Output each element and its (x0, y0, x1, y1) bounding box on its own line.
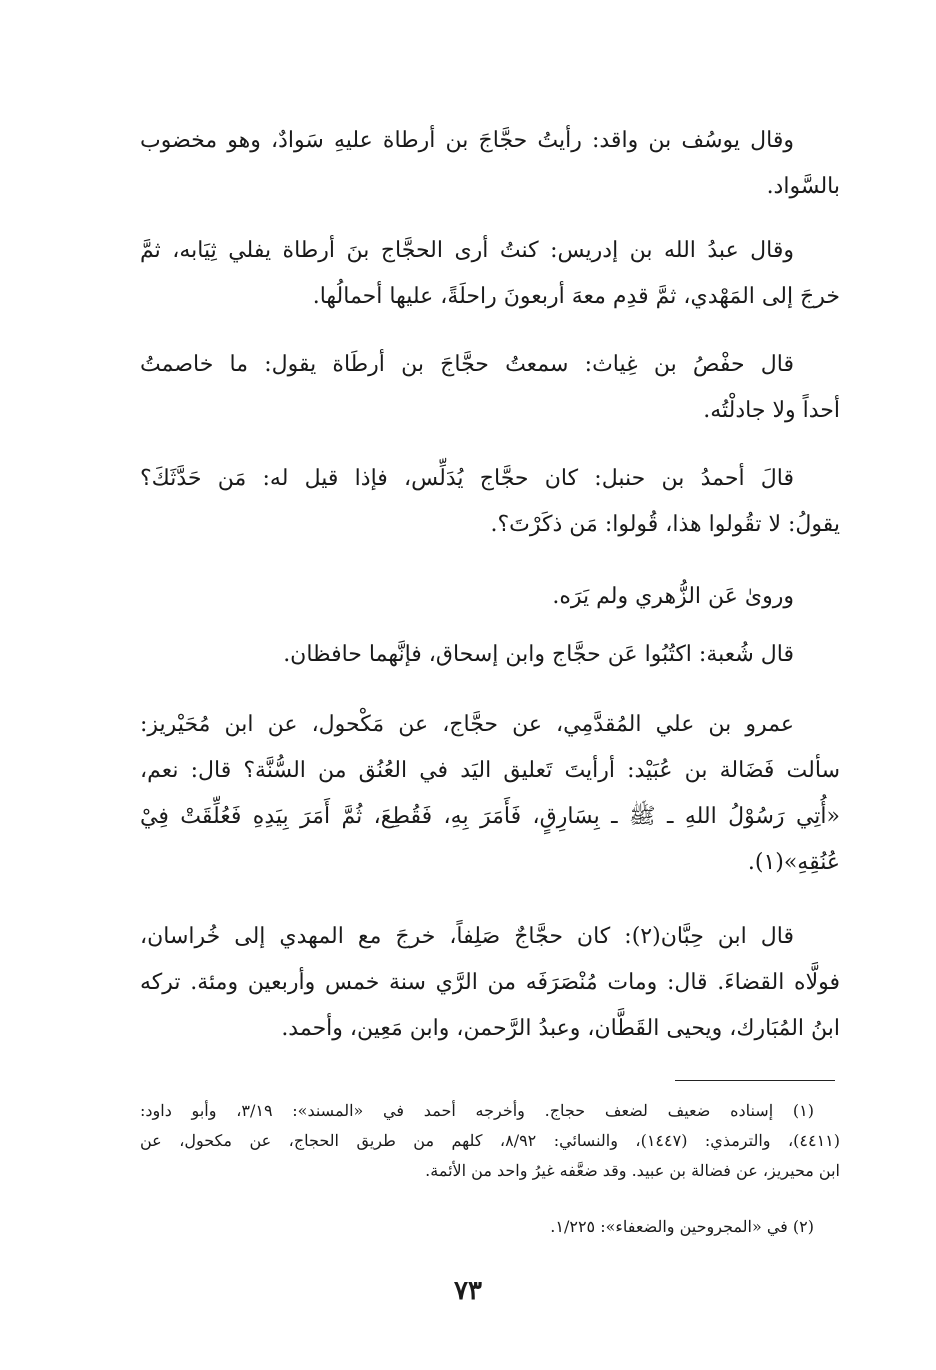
footnote-line: (٢) في «المجروحين والضعفاء»: ١/٢٢٥. (550, 1217, 814, 1236)
text-line: قال شُعبة: اكتُبُوا عَن حجَّاج وابن إسحاق، فإنَّهما حافظان. (283, 642, 794, 667)
paragraph-hafs-ibn-ghiyath (140, 342, 840, 434)
text-line: ابنُ المُبَارك، ويحيى القَطَّان، وعبدُ الرَّحمن، وابن مَعِين، وأحمد. (281, 1016, 840, 1041)
paragraph-zuhri (140, 574, 840, 620)
paragraph-yusuf-ibn-waqid (140, 118, 840, 210)
paragraph-ahmad-ibn-hanbal (140, 456, 840, 548)
paragraph-ibn-hibban (140, 914, 840, 1052)
footnote-line: (١) إسناده ضعيف لضعف حجاج. وأخرجه أحمد في «المسند»: ٣/١٩، وأبو داود: (140, 1101, 814, 1120)
text-line: سألت فَضَالة بن عُبَيْد: أرأيتَ تَعليق اليَد في العُنُق من السُّنَّة؟ قال: نعم، (140, 758, 840, 783)
text-line: وروىٰ عَن الزُّهري ولم يَرَه. (552, 584, 794, 609)
text-line: قال حفْصُ بن غِياث: سمعتُ حجَّاجَ بن أرطَاة يقول: ما خاصمتُ (140, 352, 794, 377)
page-number: ٧٣ (454, 1276, 482, 1306)
text-line: عمرو بن علي المُقدَّمِي، عن حجَّاج، عن مَكْحول، عن ابن مُحَيْريز: (140, 712, 794, 737)
paragraph-abdullah-ibn-idris (140, 228, 840, 320)
paragraph-shuba (140, 632, 840, 678)
paragraph-amr-ibn-ali-hadith (140, 702, 840, 886)
text-line: يقولُ: لا تقُولوا هذا، قُولوا: مَن ذكَرْتَ؟. (490, 512, 840, 537)
footnote-1 (140, 1096, 840, 1186)
footnote-line: ابن محيريز، عن فضالة بن عبيد. وقد ضعَّفه غيرُ واحد من الأئمة. (425, 1161, 840, 1180)
footnote-2 (140, 1212, 840, 1242)
text-line: قالَ أحمدُ بن حنبل: كان حجَّاج يُدَلِّس، فإذا قيل له: مَن حَدَّثَكَ؟ (140, 466, 794, 491)
text-line: خرجَ إلى المَهْدي، ثمَّ قدِم معهَ أربعونَ راحلَةً، عليها أحمالُها. (312, 284, 840, 309)
text-line: فولَّاه القضاءَ. قال: ومات مُنْصَرَفَه من الرَّي سنة خمس وأربعين ومئة. تركه (140, 970, 840, 995)
text-line: قال ابن حِبَّان(٢): كان حجَّاجٌ صَلِفاً، خرجَ مع المهدي إلى خُراسان، (140, 924, 794, 949)
text-line: بالسَّواد. (766, 174, 840, 199)
text-line: وقال عبدُ الله بن إدريس: كنتُ أرى الحجَّاج بنَ أرطاة يفلي ثِيَابه، ثمَّ (140, 238, 794, 263)
text-line: أحداً ولا جادلْتُه. (703, 398, 840, 423)
text-line: وقال يوسُف بن واقد: رأيتُ حجَّاجَ بن أرطاة عليهِ سَوادٌ، وهو مخضوب (140, 128, 794, 153)
text-line: عُنُقِهِ»(١). (747, 850, 840, 875)
footnote-separator (675, 1080, 835, 1081)
text-line: «أُتِي رَسُوْلُ اللهِ ـ ﷺ ـ بِسَارِقٍ، فَأَمَرَ بِهِ، فَقُطِعَ، ثُمَّ أَمَرَ بِيَدِهِ فَعُلِّقَتْ فِيْ (140, 804, 840, 829)
footnote-line: (٤٤١١)، والترمذي: (١٤٤٧)، والنسائي: ٨/٩٢، كلهم من طريق الحجاج، عن مكحول، عن (140, 1131, 841, 1150)
